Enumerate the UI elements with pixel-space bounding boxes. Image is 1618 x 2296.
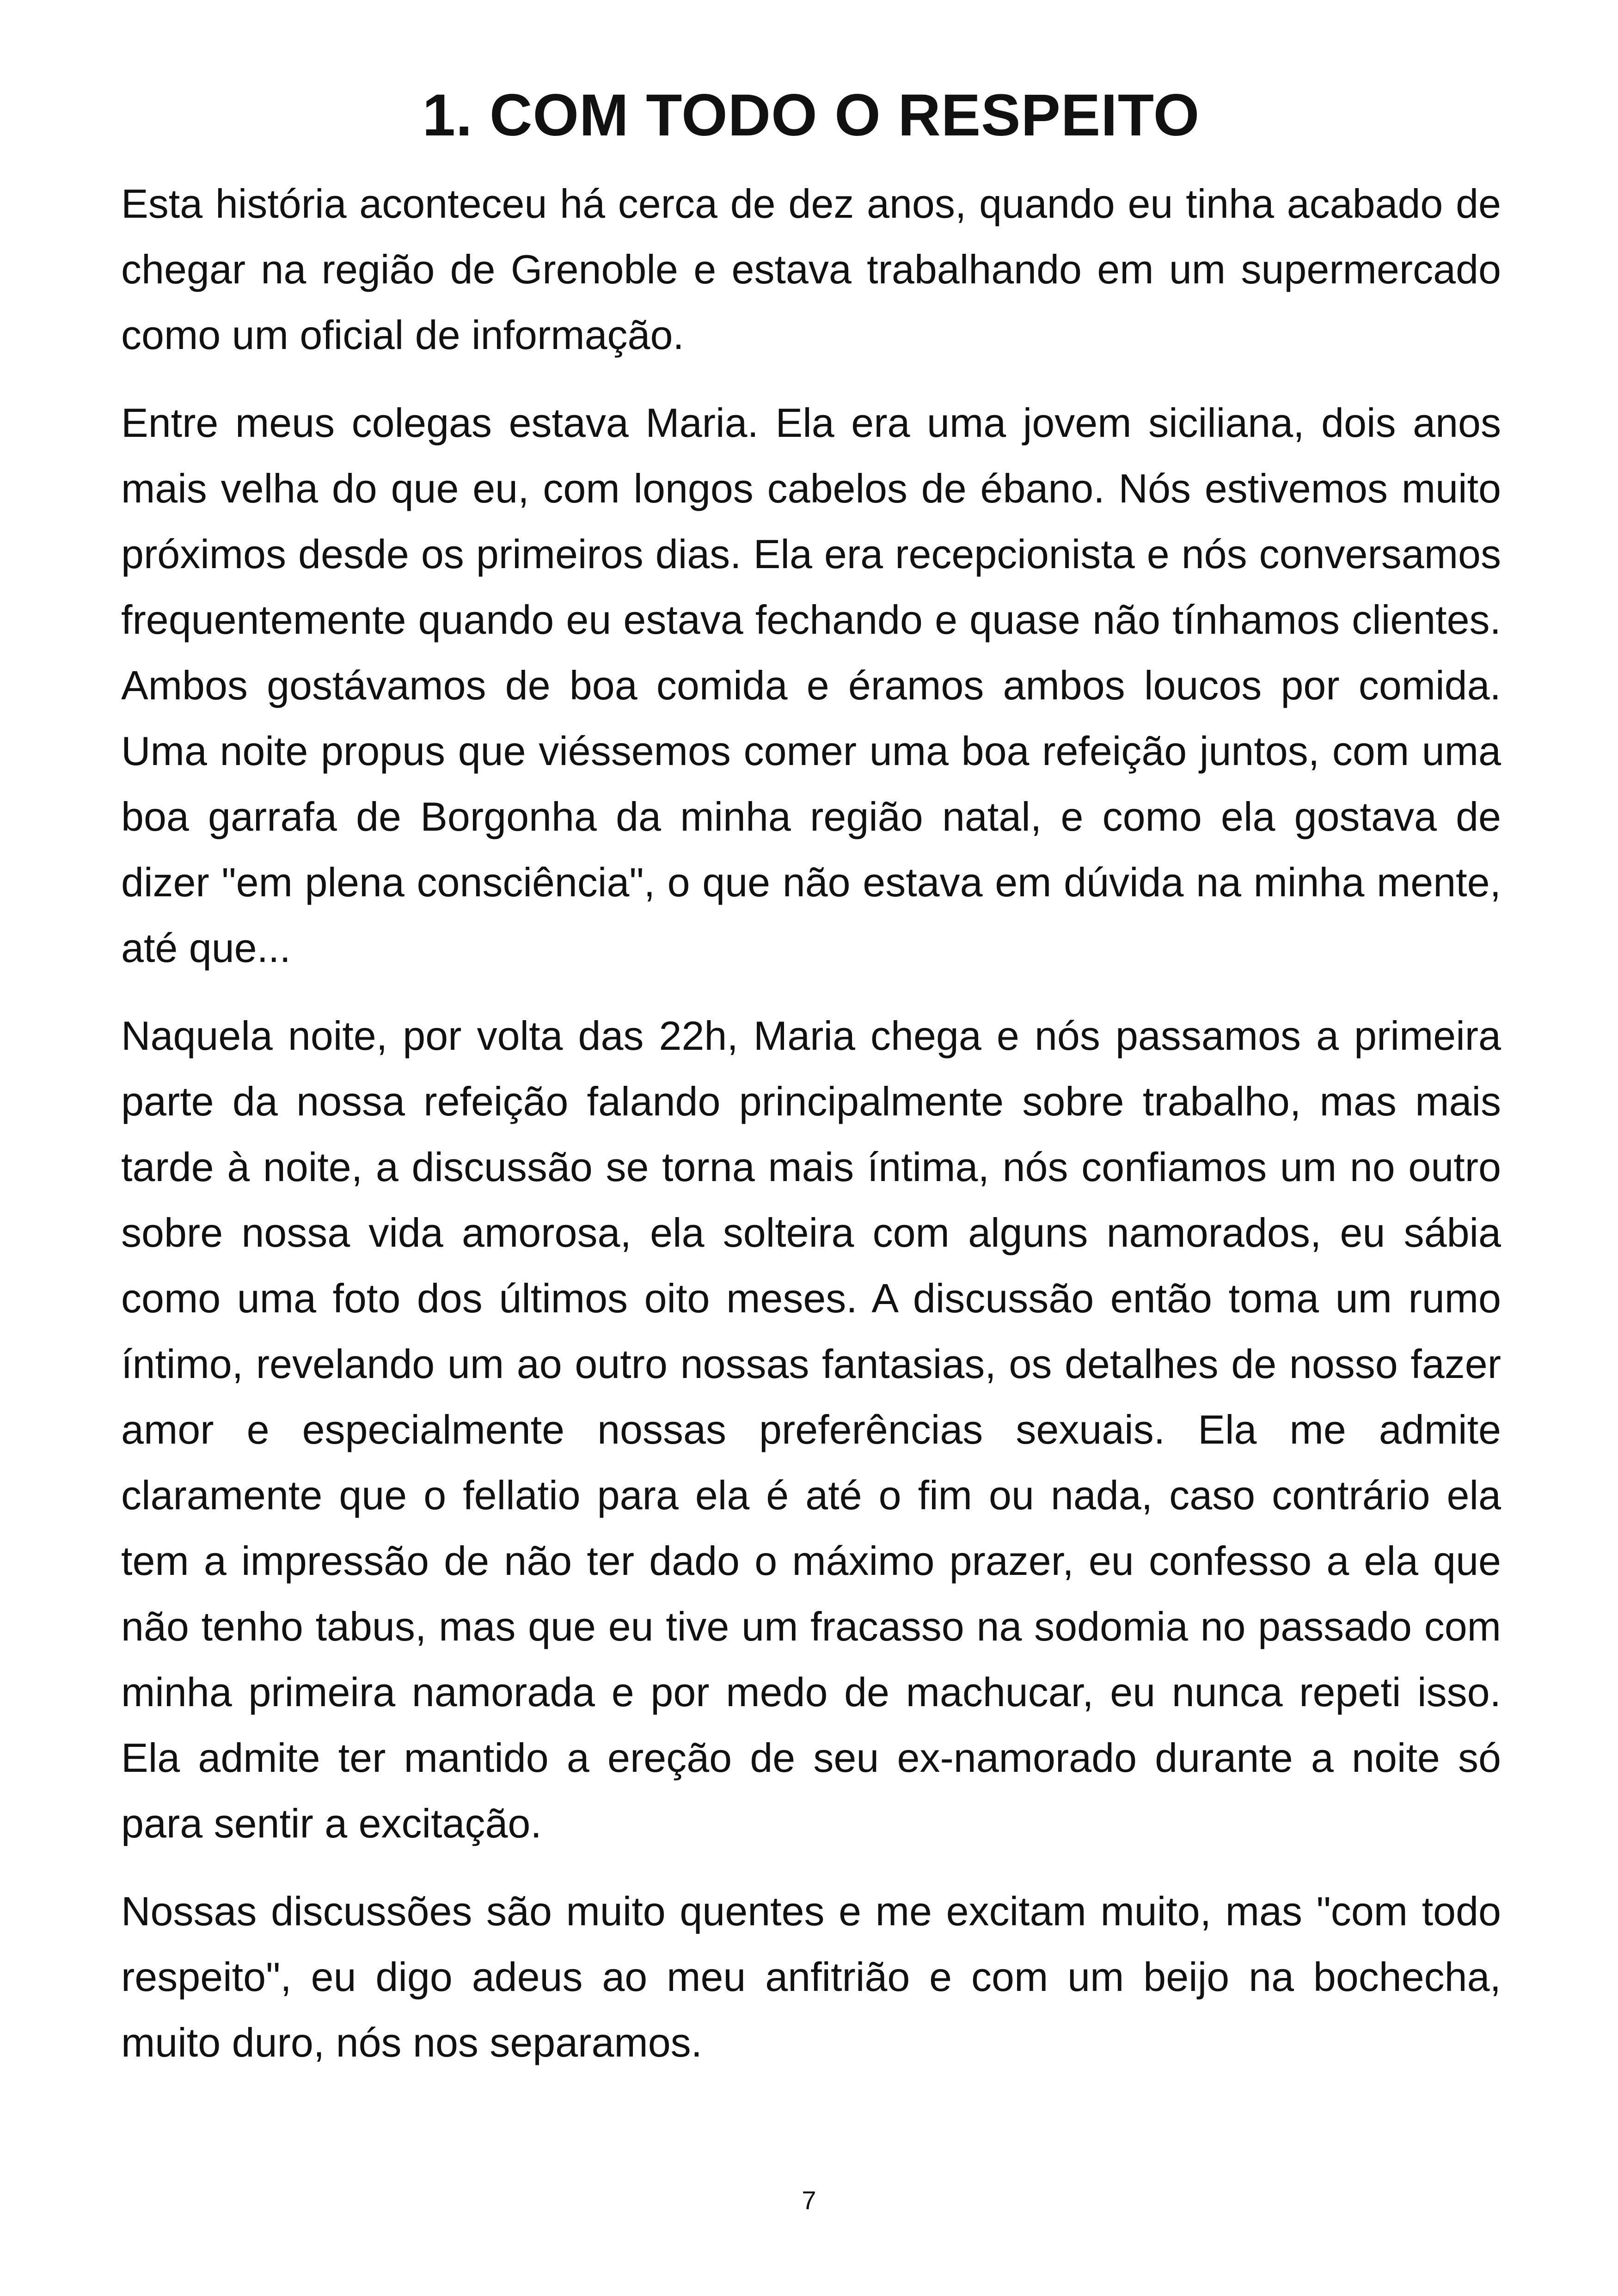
paragraph-2: Entre meus colegas estava Maria. Ela era uma jovem siciliana, dois anos mais velha do que eu, com longos cabelos de ébano. Nós estivemos muito próximos desde os primeiros dias. Ela era recepcionista e nós conversamos frequentemente quando eu estava fechando e quase não tínhamos clientes. Ambos gostávamos de boa comida e éramos ambos loucos por comida. Uma noite propus que viéssemos comer uma boa refeição juntos, com uma boa garrafa de Borgonha da minha região natal, e como ela gostava de dizer "em plena consciência", o que não estava em dúvida na minha mente, até que... — [121, 400, 1501, 971]
paragraph-4: Nossas discussões são muito quentes e me excitam muito, mas "com todo respeito", eu digo adeus ao meu anfitrião e com um beijo na bochecha, muito duro, nós nos separamos. — [121, 1888, 1501, 2065]
chapter-title: 1. COM TODO O RESPEITO — [422, 82, 1200, 148]
paragraph-3: Naquela noite, por volta das 22h, Maria chega e nós passamos a primeira parte da nossa refeição falando principalmente sobre trabalho, mas mais tarde à noite, a discussão se torna mais íntima, nós confiamos um no outro sobre nossa vida amorosa, ela solteira com alguns namorados, eu sábia como uma foto dos últimos oito meses. A discussão então toma um rumo íntimo, revelando um ao outro nossas fantasias, os detalhes de nosso fazer amor e especialmente nossas preferências sexuais. Ela me admite claramente que o fellatio para ela é até o fim ou nada, caso contrário ela tem a impressão de não ter dado o máximo prazer, eu confesso a ela que não tenho tabus, mas que eu tive um fracasso na sodomia no passado com minha primeira namorada e por medo de machucar, eu nunca repeti isso. Ela admite ter mantido a ereção de seu ex-namorado durante a noite só para sentir a excitação. — [121, 1013, 1501, 1846]
paragraph-1: Esta história aconteceu há cerca de dez anos, quando eu tinha acabado de chegar na região de Grenoble e estava trabalhando em um supermercado como um oficial de informação. — [121, 181, 1501, 358]
document-page — [121, 79, 1501, 2098]
page-number: 7 — [802, 2186, 816, 2215]
